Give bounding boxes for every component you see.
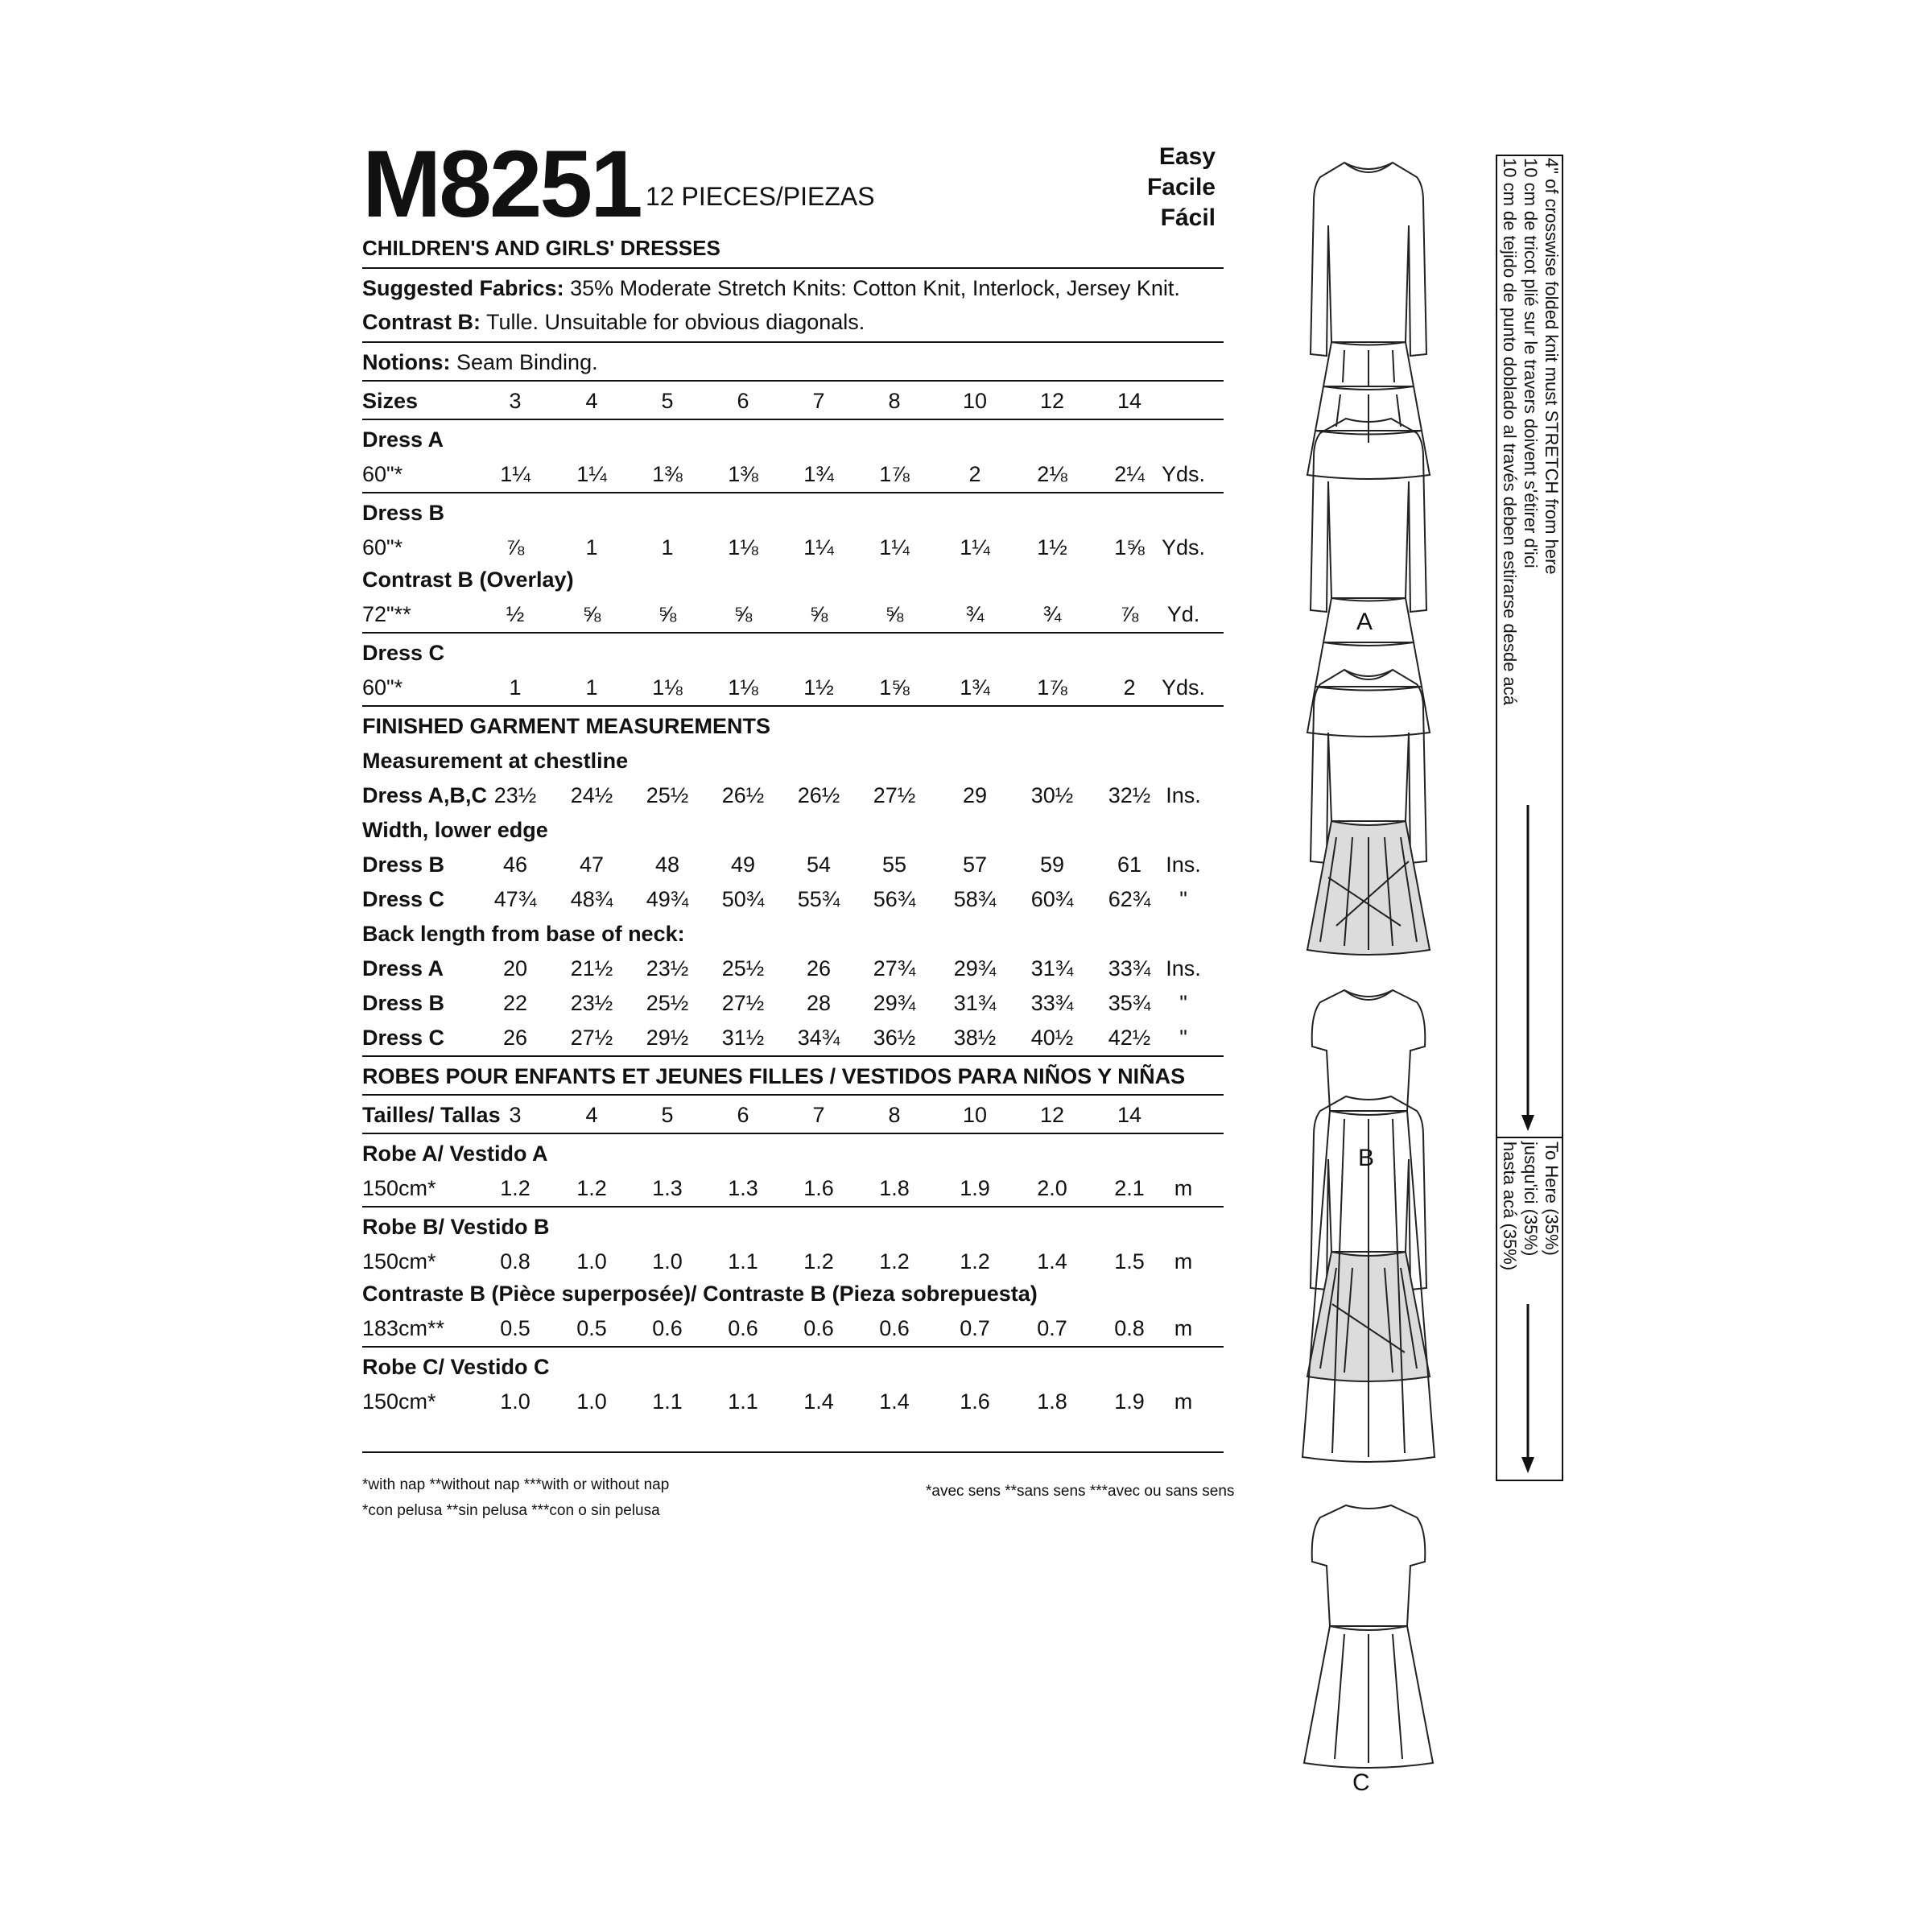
yardage-value: 1⅞ xyxy=(879,462,910,486)
measurement-value: 47¾ xyxy=(493,887,537,911)
yardage-value: 2⅛ xyxy=(1037,462,1067,486)
yardage-value: 1¼ xyxy=(803,535,834,559)
unit-label: m xyxy=(1174,1389,1193,1414)
fabric-width: 150cm* xyxy=(362,1176,436,1200)
measurement-value: 49¾ xyxy=(646,887,689,911)
yardage-value: ⅝ xyxy=(658,602,677,626)
yardage-value: ⅞ xyxy=(1120,602,1139,626)
measurement-value: 25½ xyxy=(646,783,689,807)
measurement-value: 33¾ xyxy=(1030,991,1074,1015)
yardage-value: 1⅜ xyxy=(728,462,758,486)
size-header: 10 xyxy=(962,1103,988,1127)
size-header: 8 xyxy=(888,389,901,413)
measurement-value: 22 xyxy=(502,991,528,1015)
unit-label: m xyxy=(1174,1176,1193,1200)
dress-illustrations xyxy=(1288,153,1449,1811)
metric-row-name: Robe B/ Vestido B xyxy=(362,1215,550,1239)
measurement-value: 60¾ xyxy=(1030,887,1074,911)
size-header: 3 xyxy=(509,389,522,413)
size-header: 12 xyxy=(1039,389,1065,413)
stretch-guide-to-here-es: hasta acá (35%) xyxy=(1500,1141,1520,1271)
stretch-guide-text-fr: 10 cm de tricot plié sur le travers doivent s'étirer d'ici xyxy=(1521,158,1541,568)
divider xyxy=(362,1133,1224,1134)
divider xyxy=(362,632,1224,634)
divider xyxy=(362,1451,1224,1453)
yardage-value: 1⅜ xyxy=(652,462,683,486)
yardage-value: ¾ xyxy=(1042,602,1062,626)
unit-label: m xyxy=(1174,1249,1193,1274)
unit-label: " xyxy=(1179,991,1187,1015)
footnote-english: *with nap **without nap ***with or without nap xyxy=(362,1476,670,1493)
size-header: 14 xyxy=(1117,389,1142,413)
dress-b-front-illustration xyxy=(1307,670,1430,955)
metric-value: 1.1 xyxy=(652,1389,683,1414)
metric-value: 1.8 xyxy=(1037,1389,1067,1414)
measurement-row-name: Dress B xyxy=(362,991,445,1015)
measurement-value: 23½ xyxy=(646,956,689,980)
footnote-french: *avec sens **sans sens ***avec ou sans sens xyxy=(926,1483,1235,1500)
measurement-value: 27¾ xyxy=(873,956,916,980)
measurement-value: 40½ xyxy=(1030,1026,1074,1050)
measurement-value: 57 xyxy=(962,852,988,877)
piece-count: 12 PIECES/PIEZAS xyxy=(646,182,875,211)
divider xyxy=(362,1094,1224,1096)
fabric-width: 183cm** xyxy=(362,1316,445,1340)
metric-row-name: Robe C/ Vestido C xyxy=(362,1355,550,1379)
footnote-spanish: *con pelusa **sin pelusa ***con o sin pelusa xyxy=(362,1502,660,1519)
yardage-value: 1¾ xyxy=(960,675,990,700)
divider xyxy=(362,380,1224,382)
dress-c-back-illustration xyxy=(1304,1505,1433,1768)
divider xyxy=(362,1055,1224,1057)
metric-value: 1.0 xyxy=(652,1249,683,1274)
metric-value: 1.8 xyxy=(879,1176,910,1200)
size-header: 7 xyxy=(812,1103,825,1127)
yardage-value: 1⅛ xyxy=(728,675,758,700)
yardage-value: 2¼ xyxy=(1114,462,1145,486)
metric-value: 1.9 xyxy=(960,1176,990,1200)
metric-value: 0.6 xyxy=(728,1316,758,1340)
metric-value: 1.1 xyxy=(728,1249,758,1274)
dress-c-front-illustration xyxy=(1302,990,1435,1462)
arrow-down-icon xyxy=(1521,1457,1534,1473)
metric-value: 1.2 xyxy=(960,1249,990,1274)
back-length-heading: Back length from base of neck: xyxy=(362,922,685,946)
yardage-value: 1⅛ xyxy=(652,675,683,700)
measurement-value: 62¾ xyxy=(1108,887,1151,911)
yardage-value: 1¼ xyxy=(879,535,910,559)
yardage-value: 1⅝ xyxy=(1114,535,1145,559)
metric-value: 0.8 xyxy=(500,1249,530,1274)
metric-value: 1.1 xyxy=(728,1389,758,1414)
metric-value: 0.8 xyxy=(1114,1316,1145,1340)
yardage-value: 1⅛ xyxy=(728,535,758,559)
measurement-value: 56¾ xyxy=(873,887,916,911)
metric-value: 1.2 xyxy=(576,1176,607,1200)
metric-value: 1.0 xyxy=(500,1389,530,1414)
stretch-guide-to-here-fr: jusqu'ici (35%) xyxy=(1521,1141,1541,1257)
measurement-value: 33¾ xyxy=(1108,956,1151,980)
metric-value: 1.9 xyxy=(1114,1389,1145,1414)
contrast-fabric xyxy=(362,308,865,336)
metric-value: 1.4 xyxy=(1037,1249,1067,1274)
metric-value: 0.6 xyxy=(879,1316,910,1340)
metric-value: 1.6 xyxy=(960,1389,990,1414)
unit-label: Yds. xyxy=(1161,535,1206,559)
measurement-row-name: Dress A xyxy=(362,956,444,980)
suggested-fabrics-text: 35% Moderate Stretch Knits: Cotton Knit, Interlock, Jersey Knit. xyxy=(564,276,1180,300)
metric-value: 1.4 xyxy=(879,1389,910,1414)
metric-value: 1.5 xyxy=(1114,1249,1145,1274)
yardage-value: 1¼ xyxy=(576,462,607,486)
metric-row-name: Contraste B (Pièce superposée)/ Contraste B (Pieza sobrepuesta) xyxy=(362,1282,1038,1306)
notions-text: Seam Binding. xyxy=(450,350,598,374)
yardage-value: 1¼ xyxy=(500,462,530,486)
metric-value: 1.4 xyxy=(803,1389,834,1414)
metric-row-name: Robe A/ Vestido A xyxy=(362,1141,548,1166)
measurement-value: 48¾ xyxy=(570,887,613,911)
metric-value: 1.2 xyxy=(500,1176,530,1200)
sizes-label: Sizes xyxy=(362,389,419,413)
metric-value: 0.7 xyxy=(1037,1316,1067,1340)
notions xyxy=(362,348,598,377)
yardage-value: ⅝ xyxy=(733,602,753,626)
measurement-value: 26½ xyxy=(721,783,765,807)
yardage-row-name: Dress B xyxy=(362,501,445,525)
divider xyxy=(362,267,1224,269)
dress-a-back-illustration xyxy=(1307,419,1430,737)
stretch-guide-text-es: 10 cm de tejido de punto doblado al través deben estirarse desde acá xyxy=(1500,158,1520,706)
metric-value: 0.6 xyxy=(803,1316,834,1340)
measurement-row-name: Dress B xyxy=(362,852,445,877)
measurement-value: 27½ xyxy=(873,783,916,807)
yardage-value: 1 xyxy=(585,675,598,700)
measurement-value: 29 xyxy=(962,783,988,807)
yardage-value: 1⅞ xyxy=(1037,675,1067,700)
measurement-value: 31¾ xyxy=(1030,956,1074,980)
suggested-fabrics xyxy=(362,274,1180,303)
notions-label: Notions: xyxy=(362,350,451,374)
measurement-value: 23½ xyxy=(570,991,613,1015)
measurement-value: 25½ xyxy=(721,956,765,980)
measurement-row-name: Dress A,B,C xyxy=(362,783,488,807)
size-header: 10 xyxy=(962,389,988,413)
yardage-value: ¾ xyxy=(965,602,985,626)
measurement-value: 42½ xyxy=(1108,1026,1151,1050)
yardage-value: 2 xyxy=(968,462,981,486)
measurement-value: 28 xyxy=(806,991,832,1015)
measurement-value: 34¾ xyxy=(797,1026,840,1050)
stretch-guide-to-here-en: To Here (35%) xyxy=(1542,1141,1562,1256)
measurement-value: 30½ xyxy=(1030,783,1074,807)
size-header: 4 xyxy=(585,1103,598,1127)
contrast-label: Contrast B: xyxy=(362,310,481,334)
difficulty-es: Fácil xyxy=(1160,204,1216,231)
metric-sizes-label: Tailles/ Tallas xyxy=(362,1103,501,1127)
measurement-value: 27½ xyxy=(721,991,765,1015)
yardage-row-name: Dress C xyxy=(362,641,445,665)
measurement-value: 31¾ xyxy=(953,991,997,1015)
measurement-value: 58¾ xyxy=(953,887,997,911)
metric-value: 1.6 xyxy=(803,1176,834,1200)
measurement-value: 26 xyxy=(502,1026,528,1050)
size-header: 5 xyxy=(661,1103,674,1127)
yardage-value: 1⅝ xyxy=(879,675,910,700)
size-header: 8 xyxy=(888,1103,901,1127)
size-header: 6 xyxy=(737,389,749,413)
yardage-value: 1 xyxy=(661,535,674,559)
divider xyxy=(362,705,1224,707)
divider xyxy=(362,1346,1224,1348)
measurement-value: 50¾ xyxy=(721,887,765,911)
measurement-value: 61 xyxy=(1117,852,1142,877)
unit-label: Yds. xyxy=(1161,675,1206,700)
suggested-fabrics-label: Suggested Fabrics: xyxy=(362,276,564,300)
difficulty-fr: Facile xyxy=(1146,174,1216,200)
yardage-value: ⅞ xyxy=(506,535,525,559)
yardage-value: 1 xyxy=(585,535,598,559)
unit-label: Yds. xyxy=(1161,462,1206,486)
unit-label: Ins. xyxy=(1166,852,1201,877)
divider xyxy=(362,492,1224,493)
measurement-value: 29½ xyxy=(646,1026,689,1050)
unit-label: Ins. xyxy=(1166,956,1201,980)
measurement-value: 35¾ xyxy=(1108,991,1151,1015)
metric-value: 1.0 xyxy=(576,1389,607,1414)
metric-value: 1.3 xyxy=(652,1176,683,1200)
unit-label: m xyxy=(1174,1316,1193,1340)
metric-value: 0.7 xyxy=(960,1316,990,1340)
stretch-arrows xyxy=(1513,805,1546,1489)
metric-value: 2.0 xyxy=(1037,1176,1067,1200)
yardage-value: 1¼ xyxy=(960,535,990,559)
unit-label: " xyxy=(1179,887,1187,911)
measurement-value: 31½ xyxy=(721,1026,765,1050)
yardage-value: ⅝ xyxy=(809,602,828,626)
unit-label: " xyxy=(1179,1026,1187,1050)
measurement-value: 49 xyxy=(730,852,756,877)
yardage-row-name: Dress A xyxy=(362,427,444,452)
yardage-value: ⅝ xyxy=(885,602,904,626)
size-header: 4 xyxy=(585,389,598,413)
view-label-b: B xyxy=(1358,1145,1375,1171)
measurement-value: 48 xyxy=(654,852,680,877)
measurement-value: 23½ xyxy=(493,783,537,807)
metric-value: 1.2 xyxy=(879,1249,910,1274)
yardage-row-name: Contrast B (Overlay) xyxy=(362,568,574,592)
unit-label: Yd. xyxy=(1166,602,1200,626)
fabric-width: 150cm* xyxy=(362,1249,436,1274)
metric-title: ROBES POUR ENFANTS ET JEUNES FILLES / VESTIDOS PARA NIÑOS Y NIÑAS xyxy=(362,1064,1186,1088)
pattern-number: M8251 xyxy=(362,131,641,237)
measurement-value: 46 xyxy=(502,852,528,877)
fabric-width: 60"* xyxy=(362,462,403,486)
size-header: 14 xyxy=(1117,1103,1142,1127)
size-header: 6 xyxy=(737,1103,749,1127)
measurement-value: 25½ xyxy=(646,991,689,1015)
measurement-value: 27½ xyxy=(570,1026,613,1050)
divider xyxy=(362,1206,1224,1208)
measurement-value: 26½ xyxy=(797,783,840,807)
size-header: 7 xyxy=(812,389,825,413)
measurement-value: 29¾ xyxy=(953,956,997,980)
view-label-c: C xyxy=(1352,1769,1370,1796)
unit-label: Ins. xyxy=(1166,783,1201,807)
chest-heading: Measurement at chestline xyxy=(362,749,629,773)
yardage-value: ½ xyxy=(506,602,525,626)
measurement-value: 55 xyxy=(881,852,907,877)
yardage-value: 1½ xyxy=(1037,535,1067,559)
metric-value: 2.1 xyxy=(1114,1176,1145,1200)
measurement-value: 26 xyxy=(806,956,832,980)
divider xyxy=(362,419,1224,420)
measurement-value: 55¾ xyxy=(797,887,840,911)
metric-value: 1.2 xyxy=(803,1249,834,1274)
size-header: 3 xyxy=(509,1103,522,1127)
pattern-title: CHILDREN'S AND GIRLS' DRESSES xyxy=(362,236,720,260)
fabric-width: 150cm* xyxy=(362,1389,436,1414)
difficulty-en: Easy xyxy=(1158,143,1216,170)
fabric-width: 60"* xyxy=(362,535,403,559)
measurement-value: 36½ xyxy=(873,1026,916,1050)
metric-value: 1.3 xyxy=(728,1176,758,1200)
divider xyxy=(362,341,1224,343)
view-label-a: A xyxy=(1356,609,1373,635)
measurement-row-name: Dress C xyxy=(362,887,445,911)
size-header: 12 xyxy=(1039,1103,1065,1127)
metric-value: 0.6 xyxy=(652,1316,683,1340)
fabric-width: 60"* xyxy=(362,675,403,700)
fabric-width: 72"** xyxy=(362,602,411,626)
finished-measurements-heading: FINISHED GARMENT MEASUREMENTS xyxy=(362,714,771,738)
stretch-guide-text-en: 4" of crosswise folded knit must STRETCH from here xyxy=(1542,158,1562,575)
yardage-value: 1½ xyxy=(803,675,834,700)
measurement-value: 38½ xyxy=(953,1026,997,1050)
measurement-value: 21½ xyxy=(570,956,613,980)
metric-value: 0.5 xyxy=(500,1316,530,1340)
yardage-value: 1 xyxy=(509,675,522,700)
measurement-value: 20 xyxy=(502,956,528,980)
yardage-value: 2 xyxy=(1123,675,1136,700)
width-heading: Width, lower edge xyxy=(362,818,548,842)
measurement-value: 29¾ xyxy=(873,991,916,1015)
measurement-value: 24½ xyxy=(570,783,613,807)
yardage-value: ⅝ xyxy=(582,602,601,626)
contrast-text: Tulle. Unsuitable for obvious diagonals. xyxy=(481,310,865,334)
size-header: 5 xyxy=(661,389,674,413)
measurement-value: 32½ xyxy=(1108,783,1151,807)
measurement-value: 59 xyxy=(1039,852,1065,877)
metric-value: 1.0 xyxy=(576,1249,607,1274)
measurement-value: 47 xyxy=(579,852,605,877)
yardage-value: 1¾ xyxy=(803,462,834,486)
measurement-value: 54 xyxy=(806,852,832,877)
metric-value: 0.5 xyxy=(576,1316,607,1340)
arrow-down-icon xyxy=(1521,1115,1534,1131)
measurement-row-name: Dress C xyxy=(362,1026,445,1050)
